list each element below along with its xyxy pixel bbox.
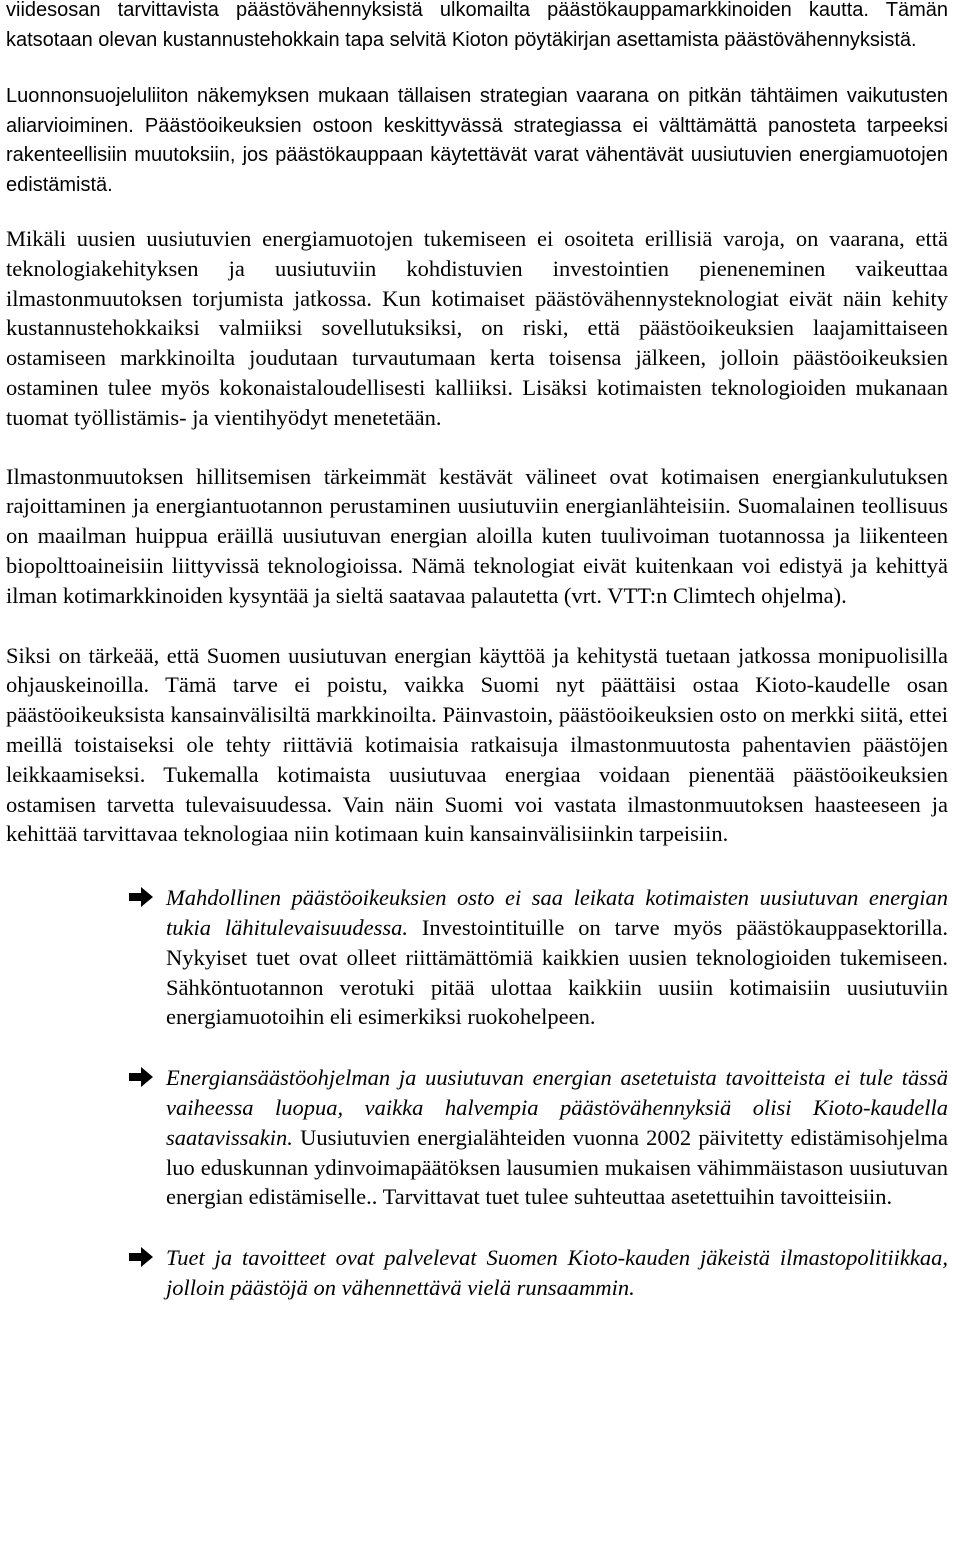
bullet-item [166,883,948,1032]
bullet-emphasis: Tuet ja tavoitteet ovat palvelevat Suomen Kioto-kauden jäkeistä ilmastopolitiikkaa, jolloin päästöjä on vähennettävä vielä runsaammin. [166,1245,948,1300]
bullet-item [166,1243,948,1303]
paragraph-luonnonsuojeluliitto: Luonnonsuojeluliiton näkemyksen mukaan tällaisen strategian vaarana on pitkän tähtäimen vaikutusten aliarvioiminen. Päästöoikeuksien ostoon keskittyvässä strategiassa ei välttämättä panosteta tarpeeksi rakenteellisiin muutoksiin, jos päästökauppaan käytettävät varat vähentävät uusiutuvien energiamuotojen edistämistä. [6,85,948,196]
bullet-emphasis: Mahdollinen päästöoikeuksien osto ei saa leikata kotimaisten uusiutuvan energian tukia lähitulevaisuudessa. [166,885,948,940]
bullet-item [166,1063,948,1212]
right-arrow-icon [128,1065,154,1089]
paragraph-ilmastonmuutos: Ilmastonmuutoksen hillitsemisen tärkeimmät kestävät välineet ovat kotimaisen energiankulutuksen rajoittaminen ja energiantuotannon perustaminen uusiutuviin energianlähteisiin. Suomalainen teollisuus on maailman huippua eräillä uusiutuvan energian aloilla kuten tuulivoiman tuotannossa ja liikenteen biopolttoaineisiin liittyvissä teknologioissa. Nämä teknologiat eivät kuitenkaan voi edistyä ja kehittyä ilman kotimarkkinoiden kysyntää ja sieltä saatavaa palautetta (vrt. VTT:n Climtech ohjelma). [6,463,948,608]
bullet-emphasis: Energiansäästöohjelman ja uusiutuvan energian asetetuista tavoitteista ei tule tässä vaiheessa luopua, vaikka halvempia päästövähennyksiä olisi Kioto-kaudella saatavissakin. [166,1065,948,1150]
bullet-text: Uusiutuvien energialähteiden vuonna 2002 päivitetty edistämisohjelma luo eduskunnan ydinvoimapäätöksen lausumien mukaisen vähimmäistason uusiutuvan energian edistämiselle.. Tarvittavat tuet tulee suhteuttaa asetettuihin tavoitteisiin. [166,1124,948,1210]
paragraph-intro: viidesosan tarvittavista päästövähennyksistä ulkomailta päästökauppamarkkinoiden kautta. Tämän katsotaan olevan kustannustehokkain tapa selvitä Kioton pöytäkirjan asettamista päästövähennyksistä. [6,0,948,51]
document-page [6,0,948,1303]
bullet-text: Investointituille on tarve myös päästökauppasektorilla. Nykyiset tuet ovat olleet riittämättömiä kaikkien uusien teknologioiden tukemiseen. Sähköntuotannon verotuki pitää ulottaa kaikkiin uusiin kotimaisiin uusiutuviin energiamuotoihin eli esimerkiksi ruokohelpeen. [166,914,948,1030]
paragraph-mikali: Mikäli uusien uusiutuvien energiamuotojen tukemiseen ei osoiteta erillisiä varoja, on vaarana, että teknologiakehityksen ja uusiutuviin kohdistuvien investointien pieneneminen vaikeuttaa ilmastonmuutoksen torjumista jatkossa. Kun kotimaiset päästövähennysteknologiat eivät näin kehity kustannustehokkaiksi valmiiksi sovellutuksiksi, on riski, että päästöoikeuksien laajamittaiseen ostamiseen markkinoilta joudutaan turvautumaan kerta toisensa jälkeen, jolloin päästöoikeuksien ostaminen tulee myös kokonaistaloudellisesti kalliiksi. Lisäksi kotimaisten teknologioiden mukanaan tuomat työllistämis- ja vientihyödyt menetetään. [6,226,948,430]
right-arrow-icon [128,1245,154,1269]
paragraph-siksi: Siksi on tärkeää, että Suomen uusiutuvan energian käyttöä ja kehitystä tuetaan jatkossa monipuolisilla ohjauskeinoilla. Tämä tarve ei poistu, vaikka Suomi nyt päättäisi ostaa Kioto-kaudelle osan päästöoikeuksista kansainvälisiltä markkinoilta. Päinvastoin, päästöoikeuksien osto on merkki siitä, ettei meillä toistaiseksi ole tehty riittäviä kotimaisia ratkaisuja ilmastonmuutosta pahentavien päästöjen leikkaamiseksi. Tukemalla kotimaista uusiutuvaa energiaa voidaan pienentää päästöoikeuksien ostamisen tarvetta tulevaisuudessa. Vain näin Suomi voi vastata ilmastonmuutoksen haasteeseen ja kehittää tarvittavaa teknologiaa niin kotimaan kuin kansainvälisiinkin tarpeisiin. [6,642,948,847]
right-arrow-icon [128,885,154,909]
